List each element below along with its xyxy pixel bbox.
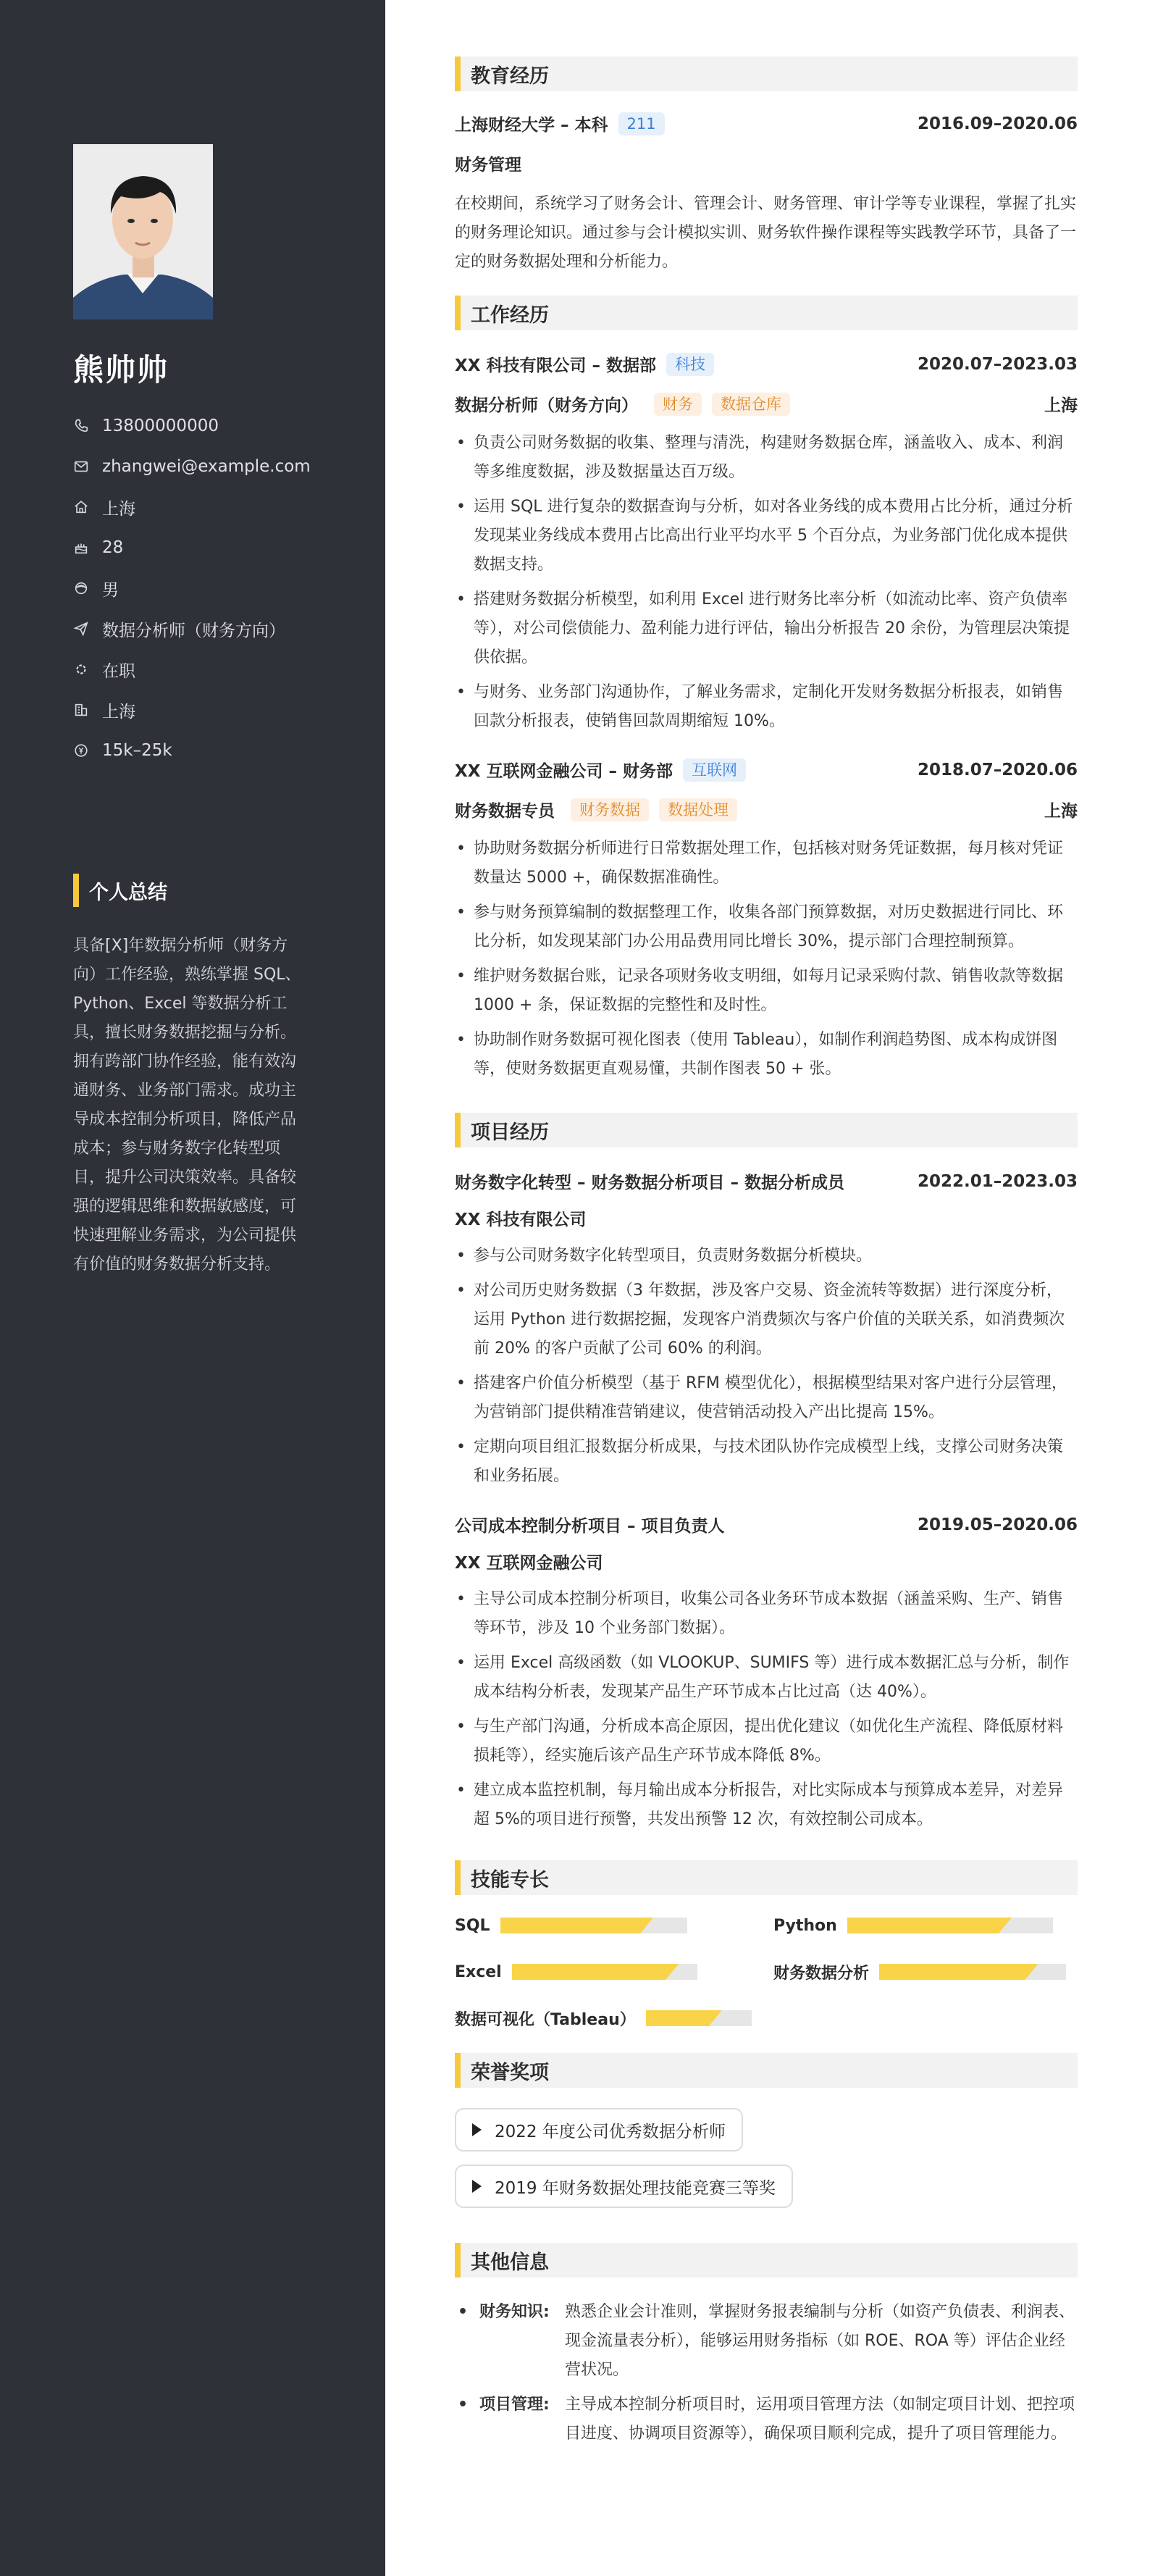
- list-item: • 主导公司成本控制分析项目，收集公司各业务环节成本数据（涵盖采购、生产、销售等环节，涉及 10 个业务部门数据）。: [455, 1585, 1078, 1643]
- job-industry-tag: 科技: [666, 353, 714, 376]
- list-item: • 建立成本监控机制，每月输出成本分析报告，对比实际成本与预算成本差异，对差异超 5%的项目进行预警，共发出预警 12 次，有效控制公司成本。: [455, 1776, 1078, 1834]
- skill-name: Python: [773, 1916, 837, 1935]
- project-company: XX 科技有限公司: [455, 1210, 587, 1229]
- profile-photo: [73, 144, 213, 319]
- contact-city: [73, 690, 311, 730]
- list-item: • 与财务、业务部门沟通协作，了解业务需求，定制化开发财务数据分析报表，如销售回款分析报表，使销售回款周期缩短 10%。: [455, 678, 1078, 736]
- contact-location-text: 上海: [102, 499, 135, 519]
- contact-gender-text: 男: [102, 580, 119, 600]
- contact-salary-text: 15k–25k: [102, 741, 172, 760]
- contact-list: [73, 406, 311, 771]
- skill-item: [455, 1902, 687, 1949]
- contact-status: [73, 649, 311, 690]
- play-triangle-icon: [472, 2123, 482, 2136]
- job-skill-tag: 数据处理: [659, 798, 737, 821]
- contact-phone-text: 13800000000: [102, 417, 219, 435]
- education-desc: 在校期间，系统学习了财务会计、管理会计、财务管理、审计学等专业课程，掌握了扎实的财务理论知识。通过参与会计模拟实训、财务软件操作课程等实践教学环节，具备了一定的财务数据处理和分析能力。: [455, 195, 1077, 271]
- main-content: [455, 57, 1078, 2449]
- award-item[interactable]: [455, 2165, 793, 2208]
- list-item: • 与生产部门沟通，分析成本高企原因，提出优化建议（如优化生产流程、降低原材料损耗等），经实施后该产品生产环节成本降低 8%。: [455, 1713, 1078, 1770]
- contact-gender: [73, 568, 311, 609]
- project-header: [455, 1513, 1078, 1536]
- contact-email: [73, 446, 311, 487]
- education-major-row: [455, 151, 1078, 175]
- job-position: 财务数据专员: [455, 802, 555, 821]
- list-item: • 参与公司财务数字化转型项目，负责财务数据分析模块。: [455, 1242, 1078, 1271]
- job-city: 上海: [1044, 802, 1078, 821]
- contact-age-text: 28: [102, 538, 124, 557]
- project-name: 财务数字化转型 – 财务数据分析项目 – 数据分析成员: [455, 1174, 845, 1192]
- project-company-row: [455, 1550, 1078, 1573]
- job-position-row: [455, 798, 1078, 821]
- contact-status-text: 在职: [102, 661, 135, 681]
- other-label: • 项目管理:: [455, 2391, 565, 2449]
- skill-item: [773, 1902, 1053, 1949]
- list-item: • 协助财务数据分析师进行日常数据处理工作，包括核对财务凭证数据，每月核对凭证数量达 5000 +，确保数据准确性。: [455, 835, 1078, 892]
- work-title: 工作经历: [455, 296, 1078, 330]
- send-icon: [73, 621, 89, 637]
- skill-name: 财务数据分析: [773, 1964, 870, 1983]
- phone-icon: [73, 418, 89, 434]
- gender-icon: [73, 580, 89, 596]
- contact-city-text: 上海: [102, 702, 135, 722]
- skill-bar-fill: [879, 1964, 1038, 1980]
- job-bullets: [455, 429, 1078, 736]
- skill-bar: [512, 1964, 697, 1980]
- play-triangle-icon: [472, 2180, 482, 2193]
- education-tag: 211: [618, 112, 665, 135]
- cake-icon: [73, 540, 89, 556]
- contact-salary: [73, 730, 311, 771]
- job-city: 上海: [1044, 396, 1078, 415]
- skill-bar-fill: [512, 1964, 679, 1980]
- award-item[interactable]: [455, 2108, 743, 2151]
- other-item: [455, 2391, 1078, 2449]
- contact-position-text: 数据分析师（财务方向）: [102, 621, 285, 640]
- contact-position: [73, 609, 311, 649]
- contact-age: [73, 527, 311, 568]
- project-name: 公司成本控制分析项目 – 项目负责人: [455, 1517, 725, 1536]
- skill-bar-fill: [847, 1918, 1012, 1933]
- education-date: 2016.09–2020.06: [917, 114, 1078, 133]
- job-date: 2020.07–2023.03: [917, 354, 1078, 374]
- skill-bar-fill: [646, 2010, 722, 2026]
- job-date: 2018.07–2020.06: [917, 760, 1078, 779]
- job-bullets: [455, 835, 1078, 1084]
- list-item: • 运用 Excel 高级函数（如 VLOOKUP、SUMIFS 等）进行成本数据汇总与分析，制作成本结构分析表，发现某产品生产环节成本占比过高（达 40%）。: [455, 1649, 1078, 1707]
- other-label: • 财务知识:: [455, 2298, 565, 2385]
- contact-email-text: zhangwei@example.com: [102, 457, 311, 476]
- projects-title: 项目经历: [455, 1113, 1078, 1147]
- education-header: [455, 112, 1078, 135]
- other-item: [455, 2298, 1078, 2385]
- list-item: • 参与财务预算编制的数据整理工作，收集各部门预算数据，对历史数据进行同比、环比分析，如发现某部门办公用品费用同比增长 30%，提示部门合理控制预算。: [455, 898, 1078, 956]
- list-item: • 定期向项目组汇报数据分析成果，与技术团队协作完成模型上线，支撑公司财务决策和业务拓展。: [455, 1433, 1078, 1491]
- list-item: • 搭建财务数据分析模型，如利用 Excel 进行财务比率分析（如流动比率、资产负债率等），对公司偿债能力、盈利能力进行评估，输出分析报告 20 余份，为管理层决策提供依据。: [455, 585, 1078, 672]
- job-skill-tag: 数据仓库: [712, 393, 790, 416]
- awards-title: 荣誉奖项: [455, 2053, 1078, 2088]
- salary-icon: [73, 743, 89, 758]
- other-text: 熟悉企业会计准则，掌握财务报表编制与分析（如资产负债表、利润表、现金流量表分析），能够运用财务指标（如 ROE、ROA 等）评估企业经营状况。: [565, 2303, 1075, 2379]
- job-company: XX 互联网金融公司 – 财务部: [455, 762, 673, 781]
- list-item: • 维护财务数据台账，记录各项财务收支明细，如每月记录采购付款、销售收款等数据 1000 + 条，保证数据的完整性和及时性。: [455, 962, 1078, 1020]
- job-header: [455, 758, 1078, 782]
- project-date: 2022.01–2023.03: [917, 1171, 1078, 1191]
- project-company-row: [455, 1206, 1078, 1230]
- project-header: [455, 1169, 1078, 1193]
- project-bullets: [455, 1242, 1078, 1491]
- education-major: 财务管理: [455, 156, 521, 175]
- summary-title: 个人总结: [73, 874, 167, 907]
- skill-item: [455, 1995, 752, 2041]
- summary-text: 具备[X]年数据分析师（财务方向）工作经验，熟练掌握 SQL、Python、Excel 等数据分析工具，擅长财务数据挖掘与分析。拥有跨部门协作经验，能有效沟通财务、业务部门需求。成功主导成本控制分析项目，降低产品成本；参与财务数字化转型项目，提升公司决策效率。具备较强的逻辑思维和数据敏感度，可快速理解业务需求，为公司提供有价值的财务数据分析支持。: [73, 937, 301, 1274]
- project-bullets: [455, 1585, 1078, 1834]
- other-title: 其他信息: [455, 2243, 1078, 2278]
- education-title: 教育经历: [455, 57, 1078, 91]
- job-skill-tag: 财务: [654, 393, 702, 416]
- skill-item: [773, 1949, 1066, 1995]
- list-item: • 协助制作财务数据可视化图表（使用 Tableau），如制作利润趋势图、成本构成饼图等，使财务数据更直观易懂，共制作图表 50 + 张。: [455, 1026, 1078, 1084]
- skill-name: Excel: [455, 1962, 502, 1981]
- skill-item: [455, 1949, 697, 1995]
- skill-name: 数据可视化（Tableau）: [455, 2010, 636, 2029]
- contact-phone: [73, 406, 311, 446]
- skill-bar: [879, 1964, 1066, 1980]
- list-item: • 对公司历史财务数据（3 年数据，涉及客户交易、资金流转等数据）进行深度分析，运用 Python 进行数据挖掘，发现客户消费频次与客户价值的关联关系，如消费频次前 20% 的客户贡献了公司 60% 的利润。: [455, 1276, 1078, 1363]
- other-list: [455, 2298, 1078, 2449]
- list-item: • 搭建客户价值分析模型（基于 RFM 模型优化），根据模型结果对客户进行分层管理，为营销部门提供精准营销建议，使营销活动投入产出比提高 15%。: [455, 1369, 1078, 1427]
- job-position-row: [455, 392, 1078, 416]
- skill-bar: [847, 1918, 1053, 1933]
- skill-name: SQL: [455, 1916, 490, 1935]
- award-list: [455, 2108, 1078, 2208]
- list-item: • 运用 SQL 进行复杂的数据查询与分析，如对各业务线的成本费用占比分析，通过分析发现某业务线成本费用占比高出行业平均水平 5 个百分点，为业务部门优化成本提供数据支持。: [455, 493, 1078, 580]
- project-date: 2019.05–2020.06: [917, 1515, 1078, 1534]
- home-icon: [73, 499, 89, 515]
- profile-name: 熊帅帅: [73, 352, 169, 388]
- skill-bar-fill: [500, 1918, 654, 1933]
- skill-bar: [646, 2010, 752, 2026]
- contact-location: [73, 487, 311, 527]
- project-company: XX 互联网金融公司: [455, 1554, 603, 1573]
- job-skill-tag: 财务数据: [571, 798, 649, 821]
- sidebar: [0, 0, 385, 2576]
- skill-bar: [500, 1918, 687, 1933]
- job-company: XX 科技有限公司 – 数据部: [455, 356, 656, 375]
- status-icon: [73, 661, 89, 677]
- award-text: 2022 年度公司优秀数据分析师: [495, 2122, 726, 2141]
- building-icon: [73, 702, 89, 718]
- education-school: 上海财经大学 – 本科: [455, 116, 608, 135]
- list-item: • 负责公司财务数据的收集、整理与清洗，构建财务数据仓库，涵盖收入、成本、利润等多维度数据，涉及数据量达百万级。: [455, 429, 1078, 487]
- job-position: 数据分析师（财务方向）: [455, 396, 638, 415]
- job-industry-tag: 互联网: [683, 758, 746, 782]
- skills-title: 技能专长: [455, 1860, 1078, 1895]
- other-text: 主导成本控制分析项目时，运用项目管理方法（如制定项目计划、把控项目进度、协调项目资源等），确保项目顺利完成，提升了项目管理能力。: [565, 2396, 1075, 2443]
- award-text: 2019 年财务数据处理技能竞赛三等奖: [495, 2178, 776, 2198]
- skills-grid: [455, 1902, 1078, 2046]
- job-header: [455, 352, 1078, 376]
- email-icon: [73, 459, 89, 474]
